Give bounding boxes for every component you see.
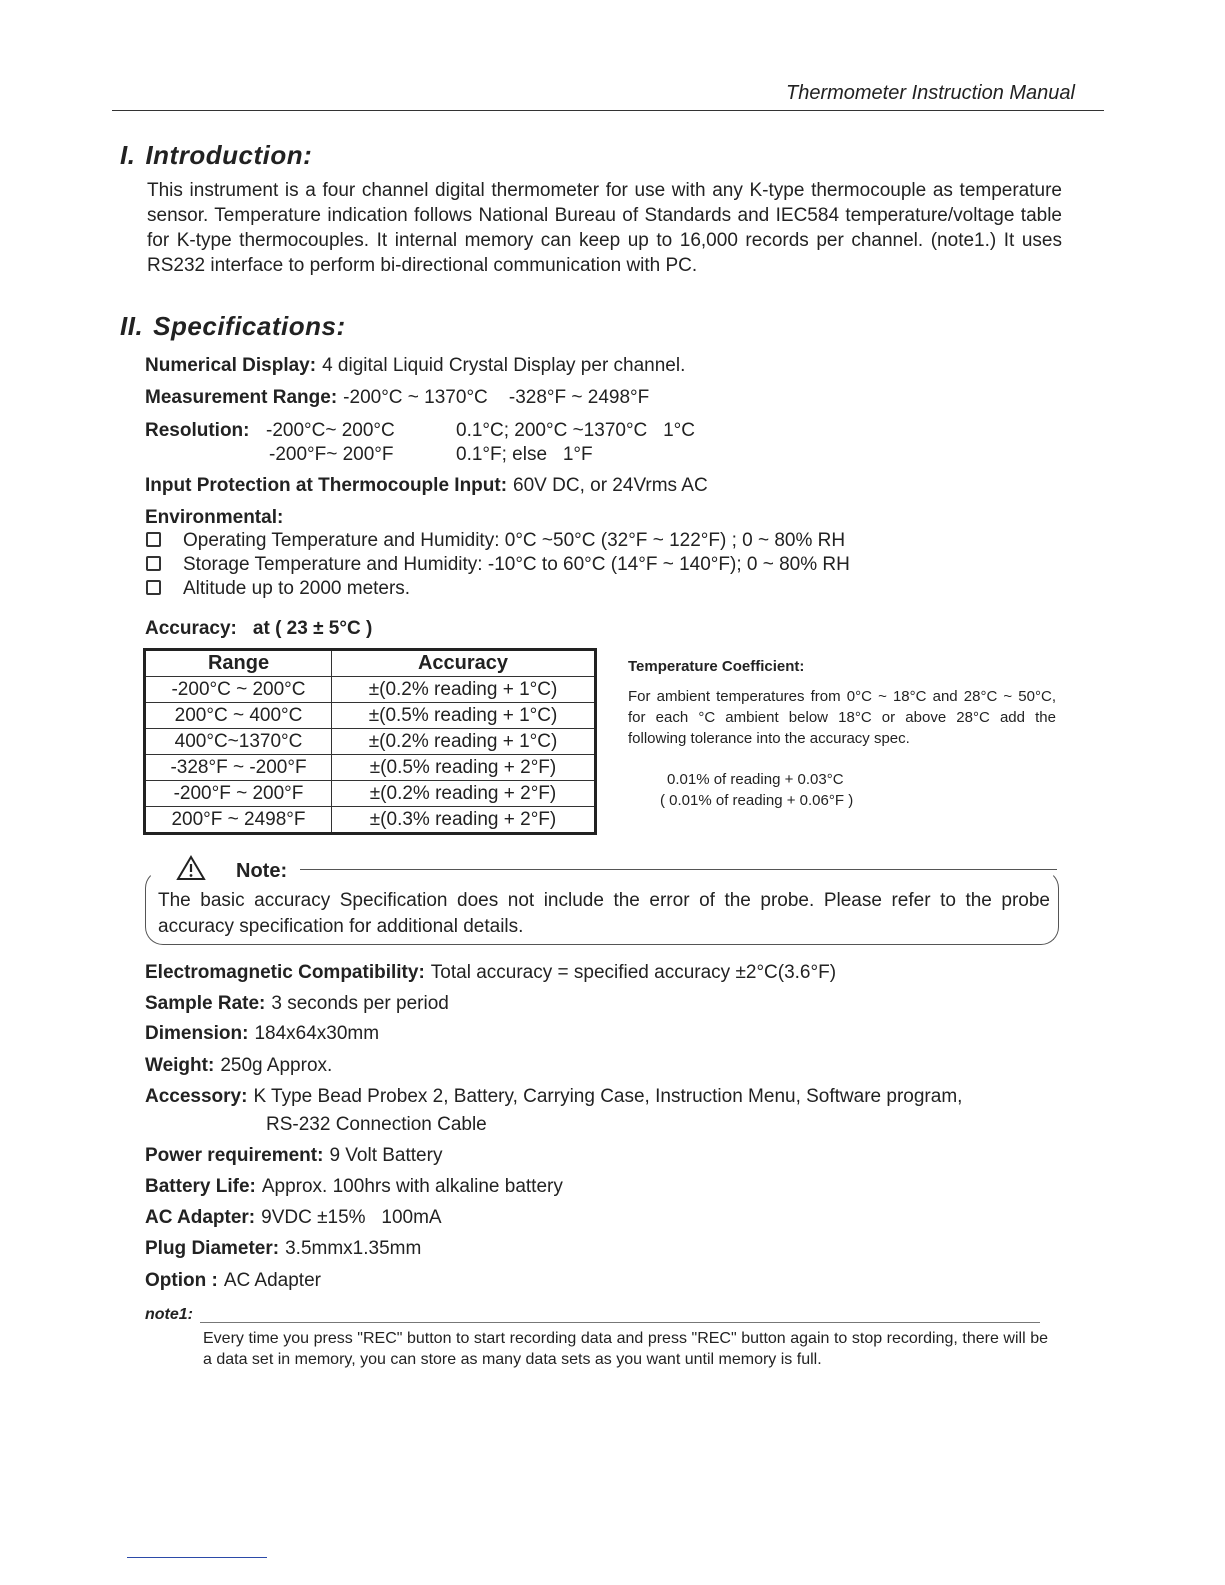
note-box-top-line [300,869,1057,870]
spec-accessory-continued: RS-232 Connection Cable [266,1114,487,1135]
note-label: Note: [236,860,291,883]
table-cell-accuracy: ±(0.2% reading + 1°C) [332,677,596,703]
specs-heading [120,311,346,342]
footer-rule [127,1557,267,1558]
spec-battery-life [145,1176,563,1198]
spec-label: Dimension: [145,1023,249,1044]
spec-value: 184x64x30mm [254,1023,380,1044]
spec-label: Weight: [145,1055,215,1076]
env-item-text: Storage Temperature and Humidity: -10°C to 60°C (14°F ~ 140°F); 0 ~ 80% RH [183,554,850,575]
checkbox-square-icon [146,580,161,595]
spec-sample-rate [145,993,449,1015]
spec-label: Electromagnetic Compatibility: [145,962,425,983]
resolution-row1-value: 0.1°C; 200°C ~1370°C 1°C [456,420,695,441]
table-cell-accuracy: ±(0.3% reading + 2°F) [332,807,596,834]
spec-label: Accessory: [145,1086,248,1107]
table-cell-accuracy: ±(0.2% reading + 2°F) [332,781,596,807]
spec-value: Approx. 100hrs with alkaline battery [261,1176,563,1197]
spec-weight [145,1055,332,1077]
note1-text: Every time you press "REC" button to start recording data and press "REC" button again to stop recording, there will be a data set in memory, you can store as many data sets as you want until memory is full. [203,1330,1048,1368]
spec-label: Plug Diameter: [145,1238,280,1259]
table-cell-range: -328°F ~ -200°F [145,755,332,781]
resolution-row2-value: 0.1°F; else 1°F [456,444,593,465]
accuracy-condition: at ( 23 ± 5°C ) [252,618,373,639]
spec-resolution-label [145,420,256,442]
specs-heading-text: Specifications: [153,311,346,341]
intro-heading [120,140,312,171]
spec-accuracy-label [145,618,378,640]
env-item-storage [146,554,850,576]
spec-label: Measurement Range: [145,387,338,408]
spec-value: 250g Approx. [220,1055,333,1076]
table-cell-range: 200°F ~ 2498°F [145,807,332,834]
spec-option [145,1270,321,1292]
table-cell-accuracy: ±(0.5% reading + 1°C) [332,703,596,729]
spec-value: -200°C ~ 1370°C -328°F ~ 2498°F [343,387,650,408]
spec-power [145,1145,442,1167]
checkbox-square-icon [146,532,161,547]
spec-label: Numerical Display: [145,355,317,376]
checkbox-square-icon [146,556,161,571]
spec-value: 60V DC, or 24Vrms AC [513,475,708,496]
table-row [145,703,596,729]
note-text: The basic accuracy Specification does not include the error of the probe. Please refer to the probe accuracy specification for additional details. [158,890,1050,937]
spec-label: Environmental: [145,507,284,528]
table-row [145,781,596,807]
spec-plug-diameter [145,1238,421,1260]
env-item-text: Operating Temperature and Humidity: 0°C ~50°C (32°F ~ 122°F) ; 0 ~ 80% RH [183,530,846,551]
intro-heading-text: Introduction: [145,140,313,170]
warning-triangle-icon [176,855,206,881]
spec-label: Resolution: [145,420,250,441]
table-header-accuracy: Accuracy [332,650,596,677]
spec-value: 3 seconds per period [271,993,449,1014]
note1-rule [200,1322,1040,1323]
spec-ac-adapter [145,1207,442,1229]
spec-accessory [145,1086,962,1108]
intro-number: I. [120,140,136,170]
spec-environmental-label [145,507,289,529]
resolution-row2-range: -200°F~ 200°F [269,444,394,465]
table-row [145,729,596,755]
spec-numerical-display [145,355,685,377]
spec-value: 3.5mmx1.35mm [285,1238,422,1259]
resolution-row1-range: -200°C~ 200°C [266,420,395,441]
header-rule [112,110,1104,111]
spec-dimension [145,1023,379,1045]
table-cell-range: -200°C ~ 200°C [145,677,332,703]
env-item-operating [146,530,845,552]
table-cell-range: -200°F ~ 200°F [145,781,332,807]
header-title: Thermometer Instruction Manual [785,82,1075,104]
table-cell-range: 400°C~1370°C [145,729,332,755]
spec-label: Power requirement: [145,1145,324,1166]
intro-paragraph: This instrument is a four channel digital thermometer for use with any K-type thermocouple as temperature sensor. Temperature indication follows National Bureau of Standards and IEC584 temperature/voltage table for K-type thermocouples. It internal memory can keep up to 16,000 records per channel. (note1.) It uses RS232 interface to perform bi-directional communication with PC. [147,180,1062,276]
temp-coefficient-text: For ambient temperatures from 0°C ~ 18°C and 28°C ~ 50°C, for each °C ambient below 18°C or above 28°C add the following tolerance into the accuracy spec. [628,688,1056,747]
spec-measurement-range [145,387,649,409]
table-header-row [145,650,596,677]
temp-coefficient-formula-f: ( 0.01% of reading + 0.06°F ) [660,792,854,809]
accuracy-table [143,648,597,835]
spec-value: Total accuracy = specified accuracy ±2°C(3.6°F) [430,962,837,983]
env-item-altitude [146,578,410,600]
spec-label: AC Adapter: [145,1207,256,1228]
table-row [145,807,596,834]
table-row [145,677,596,703]
spec-label: Sample Rate: [145,993,266,1014]
temp-coefficient-formula-c: 0.01% of reading + 0.03°C [667,771,844,788]
note1-label: note1: [145,1306,193,1323]
spec-input-protection [145,475,708,497]
table-row [145,755,596,781]
specs-number: II. [120,311,144,341]
spec-value: 9VDC ±15% 100mA [261,1207,442,1228]
env-item-text: Altitude up to 2000 meters. [183,578,411,599]
spec-label: Accuracy: [145,618,237,639]
table-cell-accuracy: ±(0.5% reading + 2°F) [332,755,596,781]
spec-value: AC Adapter [223,1270,321,1291]
temp-coefficient-title: Temperature Coefficient: [628,658,805,675]
spec-label: Battery Life: [145,1176,256,1197]
spec-label: Option : [145,1270,218,1291]
table-cell-accuracy: ±(0.2% reading + 1°C) [332,729,596,755]
spec-label: Input Protection at Thermocouple Input: [145,475,508,496]
table-header-range: Range [145,650,332,677]
spec-value: 9 Volt Battery [329,1145,443,1166]
spec-emc [145,962,836,984]
table-cell-range: 200°C ~ 400°C [145,703,332,729]
spec-value: K Type Bead Probex 2, Battery, Carrying Case, Instruction Menu, Software program, [253,1086,963,1107]
spec-value: 4 digital Liquid Crystal Display per channel. [322,355,686,376]
